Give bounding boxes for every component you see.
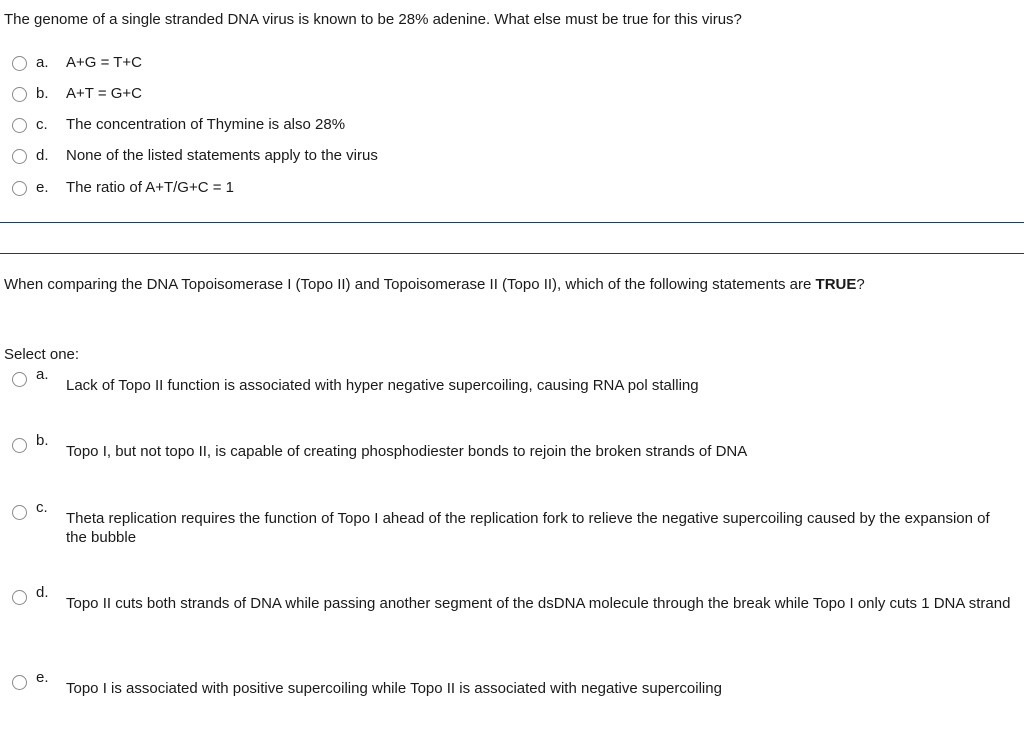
select-one-label: Select one: [4,346,80,363]
radio-button[interactable] [12,149,27,164]
radio-button[interactable] [12,118,27,133]
option-letter: c. [36,116,48,133]
divider [0,222,1024,223]
option-letter: e. [36,669,49,686]
emphasis-true: TRUE [815,276,857,293]
option-text: Lack of Topo II function is associated with hyper negative supercoiling, causing RNA pol stalling [66,377,699,394]
divider [0,253,1024,254]
option-letter: e. [36,179,49,196]
option-text: Theta replication requires the function of Topo I ahead of the replication fork to relieve the negative supercoiling caused by the expansion of the bubble [66,510,990,546]
radio-button[interactable] [12,181,27,196]
question-1-text: The genome of a single stranded DNA virus is known to be 28% adenine. What else must be true for this virus? [4,11,742,28]
option-letter: d. [36,147,49,164]
option-text: None of the listed statements apply to the virus [66,147,378,164]
option-text: Topo I is associated with positive supercoiling while Topo II is associated with negative supercoiling [66,680,722,697]
radio-button[interactable] [12,87,27,102]
option-letter: b. [36,85,49,102]
question-2-text: When comparing the DNA Topoisomerase I (Topo II) and Topoisomerase II (Topo II), which of the following statements are TRUE? [4,276,865,293]
option-letter: a. [36,54,49,71]
option-text: Topo I, but not topo II, is capable of creating phosphodiester bonds to rejoin the broken strands of DNA [66,443,748,460]
option-text: The ratio of A+T/G+C = 1 [66,179,235,196]
option-text: Topo II cuts both strands of DNA while passing another segment of the dsDNA molecule through the break while Topo I only cuts 1 DNA strand [66,595,1011,612]
option-letter: a. [36,366,49,383]
option-letter: d. [36,584,49,601]
radio-button[interactable] [12,372,27,387]
radio-button[interactable] [12,590,27,605]
option-text: The concentration of Thymine is also 28% [66,116,346,133]
option-letter: b. [36,432,49,449]
radio-button[interactable] [12,505,27,520]
option-letter: c. [36,499,48,516]
radio-button[interactable] [12,56,27,71]
radio-button[interactable] [12,438,27,453]
option-text: A+T = G+C [66,85,143,102]
radio-button[interactable] [12,675,27,690]
option-text: A+G = T+C [66,54,143,71]
